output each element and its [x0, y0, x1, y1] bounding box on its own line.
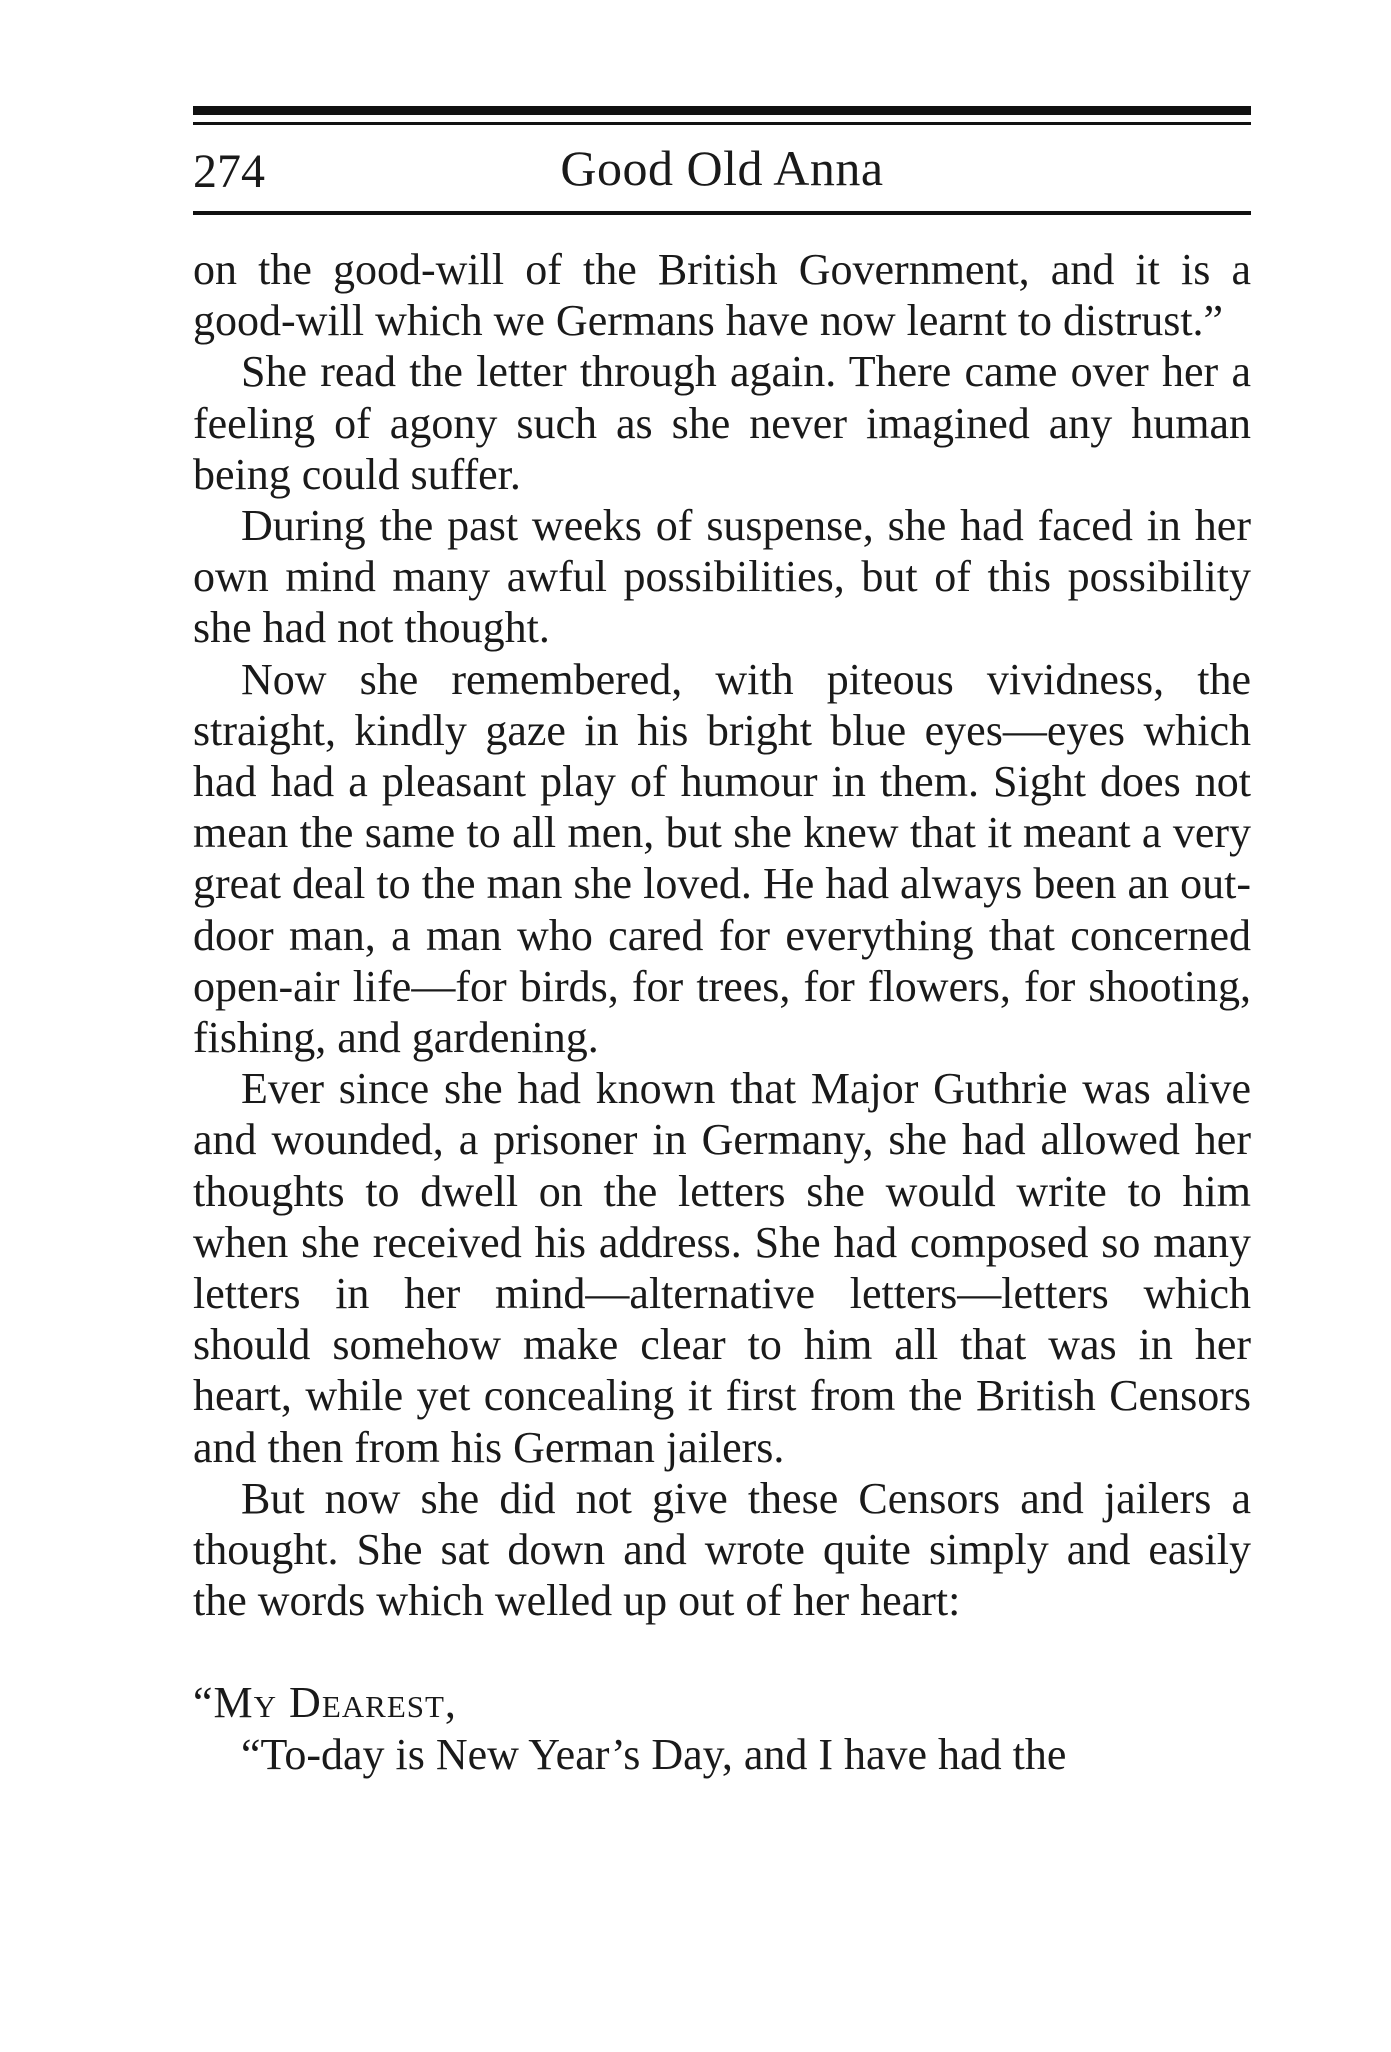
paragraph: During the past weeks of suspense, she had faced in her own mind many awful possibilities, but of this possibility she had not thought. — [193, 501, 1251, 653]
paragraph: She read the letter through again. There came over her a feeling of agony such as she never imagined any human being could suffer. — [193, 347, 1251, 499]
running-title: Good Old Anna — [560, 140, 884, 196]
header-rule-thick — [193, 106, 1251, 115]
paragraph: Ever since she had known that Major Guthrie was alive and wounded, a prisoner in Germany, she had allowed her thoughts to dwell on the letters she would write to him when she received his address. She had composed so many letters in her mind—alternative letters—letters which should somehow make clear to him all that was in her heart, while yet concealing it first from the British Censors and then from his German jailers. — [193, 1064, 1251, 1472]
paragraph: Now she remembered, with piteous vividness, the straight, kindly gaze in his bright blue eyes—eyes which had had a pleasant play of humour in them. Sight does not mean the same to all men, but she knew that it meant a very great deal to the man she loved. He had always been an out-door man, a man who cared for everything that concerned open-air life—for birds, for trees, for flowers, for shooting, fishing, and gardening. — [193, 654, 1251, 1063]
paragraph-continued: on the good-will of the British Government, and it is a good-will which we Germans have now learnt to distrust.” — [193, 245, 1251, 346]
header-rule-thin — [193, 122, 1251, 125]
paragraph: But now she did not give these Censors and jailers a thought. She sat down and wrote quite simply and easily the words which welled up out of her heart: — [193, 1473, 1251, 1626]
page-header — [193, 138, 1251, 204]
header-underline — [193, 211, 1251, 215]
letter-first-line: “To-day is New Year’s Day, and I have had the — [241, 1729, 1067, 1779]
letter-salutation: “My Dearest, — [193, 1678, 457, 1728]
page-number: 274 — [193, 145, 265, 198]
body-text — [193, 244, 1251, 1780]
